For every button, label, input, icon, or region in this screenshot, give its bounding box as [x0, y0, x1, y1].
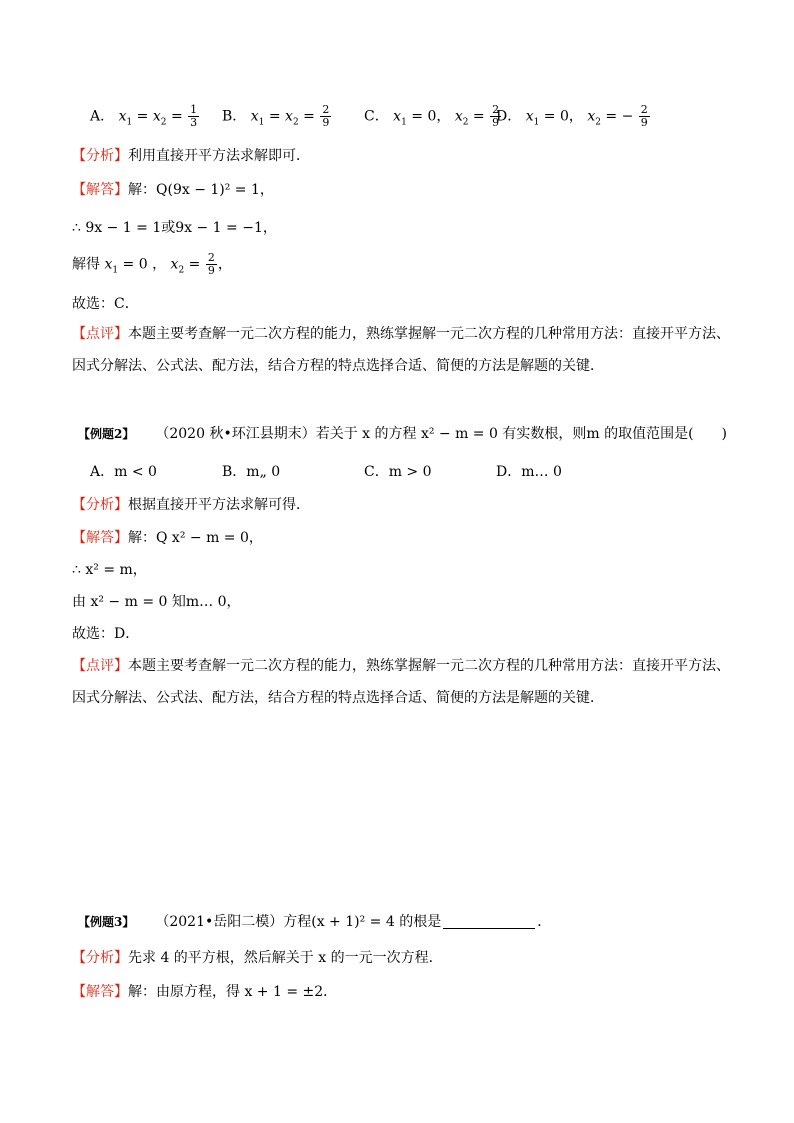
analysis-tag: 【分析】 [72, 148, 128, 164]
q1-solution [72, 180, 274, 200]
q2-option-c: C．m > 0 [364, 464, 432, 480]
analysis-tag: 【分析】 [72, 950, 128, 966]
step3-prefix: 解得 [72, 256, 100, 273]
analysis-text: 根据直接开平方法求解可得． [128, 497, 310, 513]
frac-num: 2 [207, 251, 215, 264]
option-sign: = − [605, 108, 634, 125]
option-first: = 0 [543, 108, 569, 125]
solution-text: 解：由原方程，得 x + 1 = ±2． [128, 984, 338, 1000]
analysis-tag: 【分析】 [72, 497, 128, 513]
q1-option-c: C． $x_1 = 0$， $x_2$ = $\frac{2}{9}$ [364, 103, 500, 129]
frac-den: 9 [207, 264, 215, 277]
frac-den: 9 [492, 116, 500, 129]
option-sep: ， [568, 108, 583, 125]
q2-option-b: B．m„ 0 [222, 464, 281, 480]
comment-tag: 【点评】 [72, 326, 128, 342]
option-eq: = [303, 108, 315, 125]
option-sep: ， [436, 108, 451, 125]
q1-analysis [72, 146, 310, 166]
q2-comment-1 [72, 656, 730, 676]
frac-num: 2 [492, 103, 500, 116]
analysis-text: 利用直接开平方法求解即可． [128, 148, 310, 164]
q2-comment-2: 因式分解法、公式法、配方法，结合方程的特点选择合适、简便的方法是解题的关键． [72, 690, 604, 706]
q3-analysis [72, 948, 443, 968]
option-first: = 0 [411, 108, 437, 125]
example-source: （2021•岳阳二模）方程(x + 1)² = 4 的根是 [162, 914, 442, 930]
q2-option-a: A．m < 0 [90, 464, 157, 480]
q1-step2: ∴ 9x − 1 = 1或9x − 1 = −1， [72, 220, 277, 236]
answer-blank [443, 928, 535, 929]
solution-tag: 【解答】 [72, 182, 128, 198]
q2-choice: 故选：D． [72, 626, 140, 642]
analysis-text: 先求 4 的平方根，然后解关于 x 的一元一次方程． [128, 950, 443, 966]
q1-comment-2: 因式分解法、公式法、配方法，结合方程的特点选择合适、简便的方法是解题的关键． [72, 358, 604, 374]
frac-den: 9 [640, 116, 648, 129]
q3-header [78, 912, 551, 932]
frac-den: 3 [190, 116, 198, 129]
solution-tag: 【解答】 [72, 530, 128, 546]
option-letter: C． [364, 108, 389, 125]
q1-step3: 解得 $x_1 = 0$ ， $x_2$ = $\frac{2}{9}$ ， [72, 251, 232, 277]
solution-tag: 【解答】 [72, 984, 128, 1000]
q1-comment-1 [72, 324, 730, 344]
solution-eq: (9x − 1)² = 1， [167, 182, 274, 198]
frac-num: 2 [322, 103, 330, 116]
example-source: （2020 秋•环江县期末）若关于 x 的方程 x² − m = 0 有实数根，则m 的取值范围是( ) [162, 426, 727, 442]
example-tag: 【例题3】 [78, 915, 135, 929]
option-letter: D． [496, 108, 522, 125]
q1-option-d: D． $x_1 = 0$， $x_2$ = − $\frac{2}{9}$ [496, 103, 648, 129]
q2-header [78, 424, 727, 444]
q1-option-b: B． $x_1 = x_2$ = $\frac{2}{9}$ [222, 103, 330, 129]
source-end: ． [537, 914, 552, 930]
example-tag: 【例题2】 [78, 427, 135, 441]
step3-suffix: ， [217, 256, 232, 273]
option-letter: A． [90, 108, 115, 125]
solution-intro: 解：Q [128, 182, 168, 198]
frac-num: 2 [640, 103, 648, 116]
q2-analysis [72, 495, 310, 515]
comment-text: 本题主要考查解一元二次方程的能力，熟练掌握解一元二次方程的几种常用方法：直接开平方法、 [128, 326, 730, 342]
q3-solution [72, 982, 337, 1002]
fraction [639, 104, 650, 129]
solution-text: 解：Q x² − m = 0， [128, 530, 263, 546]
frac-den: 9 [322, 116, 330, 129]
q2-step2: ∴ x² = m， [72, 562, 147, 578]
q2-solution [72, 528, 263, 548]
comment-tag: 【点评】 [72, 658, 128, 674]
comment-text: 本题主要考查解一元二次方程的能力，熟练掌握解一元二次方程的几种常用方法：直接开平方法、 [128, 658, 730, 674]
q1-option-a: A． $x_1 = x_2$ = $\frac{1}{3}$ [90, 103, 198, 129]
fraction [188, 104, 199, 129]
option-eq: = [170, 108, 183, 125]
q2-option-d: D．m… 0 [496, 464, 562, 480]
q1-choice: 故选：C． [72, 296, 139, 312]
fraction [206, 252, 217, 277]
step3-mid: = 0 ， [122, 256, 167, 273]
option-letter: B． [222, 108, 247, 125]
frac-num: 1 [190, 103, 198, 116]
q2-step3: 由 x² − m = 0 知m… 0， [72, 594, 241, 610]
fraction [320, 104, 331, 129]
